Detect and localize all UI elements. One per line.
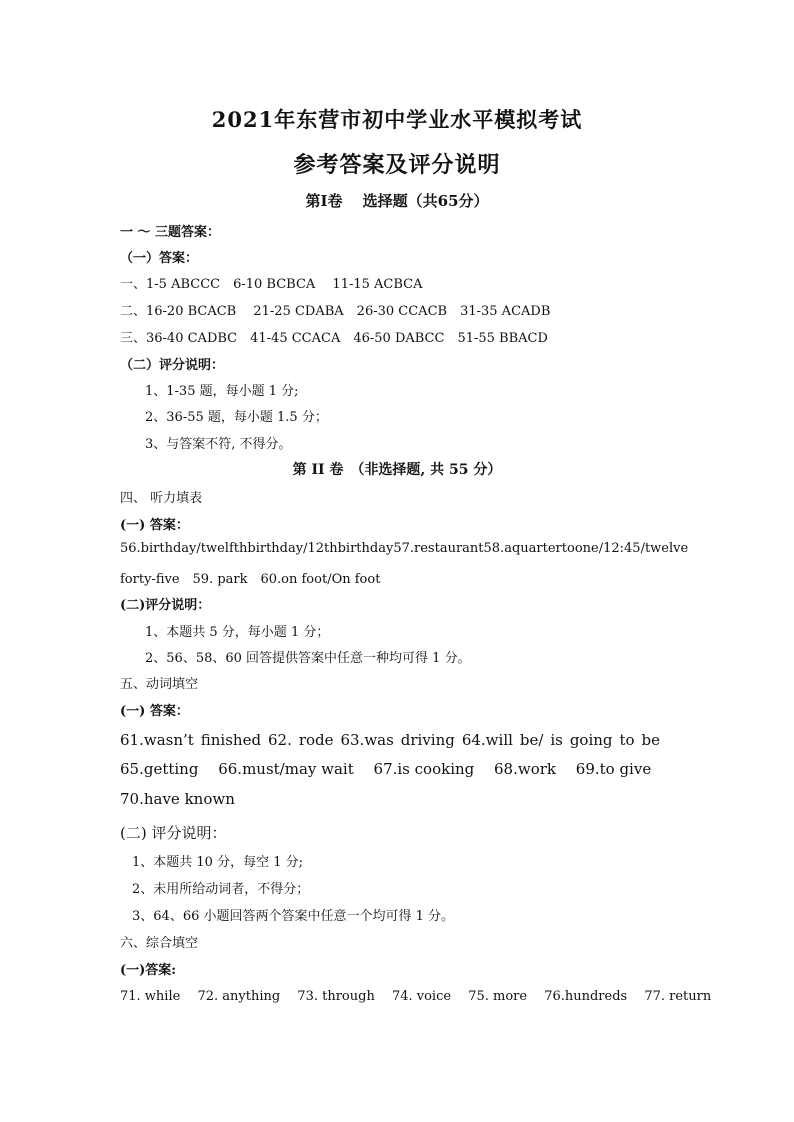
section1-answer-line-3: 三、36-40 CADBC 41-45 CCACA 46-50 DABCC 51-55 BBACD	[120, 331, 548, 346]
section5-heading: 五、动词填空	[120, 677, 199, 692]
answer-token: 57.	[393, 541, 415, 556]
section1-note-2: 2、36-55 题，每小题 1.5 分；	[145, 410, 328, 425]
section1-note-3: 3、与答案不符, 不得分。	[145, 437, 292, 452]
section4-note-2: 2、56、58、60 回答提供答案中任意一种均可得 1 分。	[145, 651, 471, 666]
section5-note-3: 3、64、66 小题回答两个答案中任意一个均可得 1 分。	[132, 909, 455, 924]
answer-token: restaurant	[414, 541, 484, 556]
section4-heading: 四、 听力填表	[120, 491, 203, 506]
section5-scoring-label: (二) 评分说明：	[120, 824, 227, 842]
answer-token: going	[569, 731, 613, 749]
answer-token: 63.was	[340, 731, 394, 749]
part2-heading: 第 II 卷 （非选择题, 共 55 分）	[292, 462, 502, 478]
section1-answer-line-2: 二、16-20 BCACB 21-25 CDABA 26-30 CCACB 31-35 ACADB	[120, 304, 551, 319]
exam-title: 2021年东营市初中学业水平模拟考试	[211, 107, 583, 132]
section1-answers-label: （一）答案：	[120, 251, 199, 266]
answer-token: 56.birthday/twelfth	[120, 541, 248, 556]
section4-scoring-label: (二)评分说明：	[120, 598, 211, 613]
section5-answers-label: (一) 答案：	[120, 704, 189, 719]
section4-answer-line-1	[120, 541, 689, 556]
section4-answers-label: (一) 答案：	[120, 518, 189, 533]
answer-token: one/12:45/twelve	[574, 541, 689, 556]
answer-token: 64.will	[461, 731, 513, 749]
answer-token: 61.wasn’t	[120, 731, 194, 749]
section1-heading: 一 ～ 三题答案：	[120, 225, 221, 240]
section4-note-1: 1、本题共 5 分，每小题 1 分；	[145, 625, 330, 640]
exam-subtitle: 参考答案及评分说明	[293, 152, 501, 178]
answer-token: rode	[298, 731, 334, 749]
section4-answer-line-2: forty-five 59. park 60.on foot/On foot	[120, 572, 381, 587]
answer-token: to	[561, 541, 575, 556]
answer-token: quarter	[511, 541, 562, 556]
answer-token: a	[504, 541, 512, 556]
answer-token: birthday/12th	[247, 541, 338, 556]
answer-token: be/	[519, 731, 544, 749]
section1-note-1: 1、1-35 题，每小题 1 分;	[145, 384, 299, 399]
answer-token: finished	[200, 731, 262, 749]
answer-token: is	[550, 731, 563, 749]
answer-token: 58.	[483, 541, 505, 556]
section5-answer-line-1	[120, 731, 680, 749]
answer-token: birthday	[337, 541, 394, 556]
section6-heading: 六、综合填空	[120, 936, 199, 951]
answer-token: to	[619, 731, 635, 749]
part1-heading: 第Ⅰ卷 选择题（共65分）	[305, 192, 489, 210]
answer-token: driving	[400, 731, 455, 749]
section5-answer-line-3: 70.have known	[120, 790, 235, 808]
section1-answer-line-1: 一、1-5 ABCCC 6-10 BCBCA 11-15 ACBCA	[120, 277, 423, 292]
section5-note-1: 1、本题共 10 分，每空 1 分;	[132, 855, 303, 870]
section5-note-2: 2、未用所给动词者，不得分；	[132, 882, 310, 897]
section6-answer-line-1: 71. while 72. anything 73. through 74. voice 75. more 76.hundreds 77. return	[120, 989, 712, 1004]
section6-answers-label: (一)答案:	[120, 963, 177, 978]
section1-scoring-label: （二）评分说明：	[120, 358, 225, 373]
section5-answer-line-2: 65.getting 66.must/may wait 67.is cooking 68.work 69.to give	[120, 760, 652, 778]
answer-token: 62.	[268, 731, 292, 749]
answer-token: be	[641, 731, 660, 749]
